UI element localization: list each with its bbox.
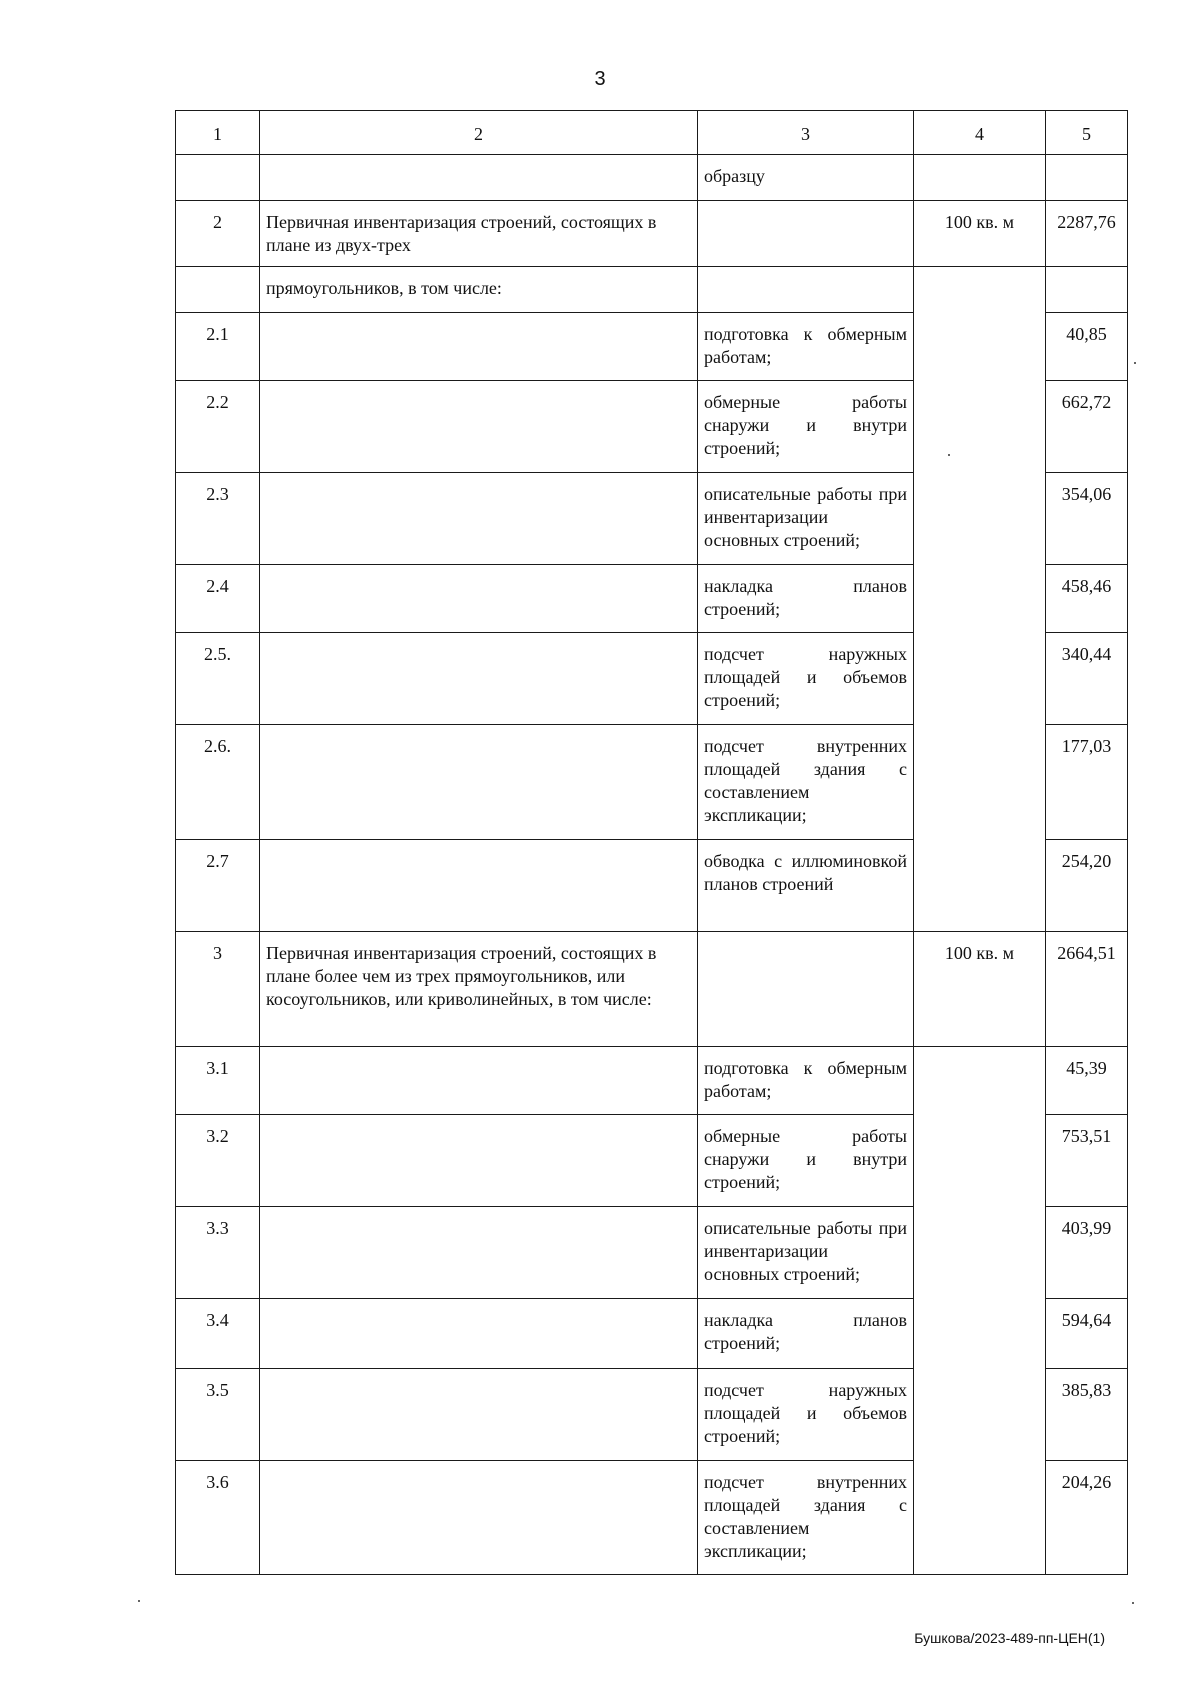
row-subtask: подготовка к обмерным работам; <box>698 1047 914 1115</box>
row-subtask <box>698 932 914 1047</box>
table-header-row <box>176 111 1128 155</box>
row-name <box>260 155 698 201</box>
row-name <box>260 633 698 725</box>
row-name <box>260 313 698 381</box>
row-subtask: подготовка к обмерным работам; <box>698 313 914 381</box>
row-price: 594,64 <box>1046 1299 1128 1369</box>
row-price: 458,46 <box>1046 565 1128 633</box>
row-number <box>176 155 260 201</box>
row-name <box>260 1299 698 1369</box>
table-row <box>176 1047 1128 1115</box>
page-number: 3 <box>594 68 606 90</box>
row-unit: 100 кв. м <box>914 932 1046 1047</box>
row-price: 354,06 <box>1046 473 1128 565</box>
table-row <box>176 155 1128 201</box>
row-subtask: подсчет наружных площадей и объемов строений; <box>698 1369 914 1461</box>
scan-speck <box>1132 1602 1134 1604</box>
row-name <box>260 1115 698 1207</box>
row-number: 3.3 <box>176 1207 260 1299</box>
table-row <box>176 201 1128 267</box>
row-price: 2664,51 <box>1046 932 1128 1047</box>
row-name: прямоугольников, в том числе: <box>260 267 698 313</box>
header-cell: 5 <box>1046 111 1128 155</box>
row-subtask: обводка с иллюминовкой планов строений <box>698 840 914 932</box>
row-number: 2.2 <box>176 381 260 473</box>
row-price: 385,83 <box>1046 1369 1128 1461</box>
row-number <box>176 267 260 313</box>
row-name <box>260 473 698 565</box>
document-reference-footer: Бушкова/2023-489-пп-ЦЕН(1) <box>914 1630 1105 1646</box>
row-name <box>260 725 698 840</box>
row-price: 403,99 <box>1046 1207 1128 1299</box>
row-number: 2 <box>176 201 260 267</box>
row-subtask: подсчет внутренних площадей здания с составлением экспликации; <box>698 725 914 840</box>
row-price: 45,39 <box>1046 1047 1128 1115</box>
row-price: 204,26 <box>1046 1461 1128 1575</box>
header-cell: 2 <box>260 111 698 155</box>
row-number: 3.4 <box>176 1299 260 1369</box>
row-number: 3.6 <box>176 1461 260 1575</box>
row-name <box>260 381 698 473</box>
row-subtask: описательные работы при инвентаризации основных строений; <box>698 1207 914 1299</box>
row-number: 2.7 <box>176 840 260 932</box>
row-unit <box>914 155 1046 201</box>
row-name <box>260 1461 698 1575</box>
row-name: Первичная инвентаризация строений, состоящих в плане более чем из трех прямоугольников, или косоугольников, или криволинейных, в том числе: <box>260 932 698 1047</box>
row-price: 40,85 <box>1046 313 1128 381</box>
row-unit: 100 кв. м <box>914 201 1046 267</box>
row-unit <box>914 1047 1046 1575</box>
header-cell: 3 <box>698 111 914 155</box>
row-subtask: накладка планов строений; <box>698 1299 914 1369</box>
header-cell: 4 <box>914 111 1046 155</box>
row-name: Первичная инвентаризация строений, состоящих в плане из двух-трех <box>260 201 698 267</box>
row-number: 3.1 <box>176 1047 260 1115</box>
row-subtask: обмерные работы снаружи и внутри строений; <box>698 1115 914 1207</box>
table-row <box>176 267 1128 313</box>
row-subtask: подсчет наружных площадей и объемов строений; <box>698 633 914 725</box>
row-subtask <box>698 201 914 267</box>
row-price: 753,51 <box>1046 1115 1128 1207</box>
row-number: 3.5 <box>176 1369 260 1461</box>
row-name <box>260 1207 698 1299</box>
row-subtask: обмерные работы снаружи и внутри строений; <box>698 381 914 473</box>
row-number: 2.3 <box>176 473 260 565</box>
row-number: 3 <box>176 932 260 1047</box>
row-price: 254,20 <box>1046 840 1128 932</box>
header-cell: 1 <box>176 111 260 155</box>
row-number: 2.4 <box>176 565 260 633</box>
scan-speck <box>948 454 950 456</box>
row-price: 662,72 <box>1046 381 1128 473</box>
row-unit <box>914 267 1046 932</box>
row-subtask: подсчет внутренних площадей здания с составлением экспликации; <box>698 1461 914 1575</box>
row-name <box>260 565 698 633</box>
row-subtask: образцу <box>698 155 914 201</box>
row-price <box>1046 155 1128 201</box>
row-number: 2.1 <box>176 313 260 381</box>
row-price <box>1046 267 1128 313</box>
row-name <box>260 840 698 932</box>
row-price: 177,03 <box>1046 725 1128 840</box>
row-number: 3.2 <box>176 1115 260 1207</box>
row-subtask: накладка планов строений; <box>698 565 914 633</box>
row-number: 2.6. <box>176 725 260 840</box>
row-name <box>260 1047 698 1115</box>
scan-speck <box>138 1600 140 1602</box>
row-name <box>260 1369 698 1461</box>
row-price: 2287,76 <box>1046 201 1128 267</box>
table-row <box>176 932 1128 1047</box>
scan-speck <box>1134 362 1136 364</box>
row-number: 2.5. <box>176 633 260 725</box>
row-price: 340,44 <box>1046 633 1128 725</box>
row-subtask: описательные работы при инвентаризации основных строений; <box>698 473 914 565</box>
row-subtask <box>698 267 914 313</box>
price-table <box>175 110 1128 1575</box>
